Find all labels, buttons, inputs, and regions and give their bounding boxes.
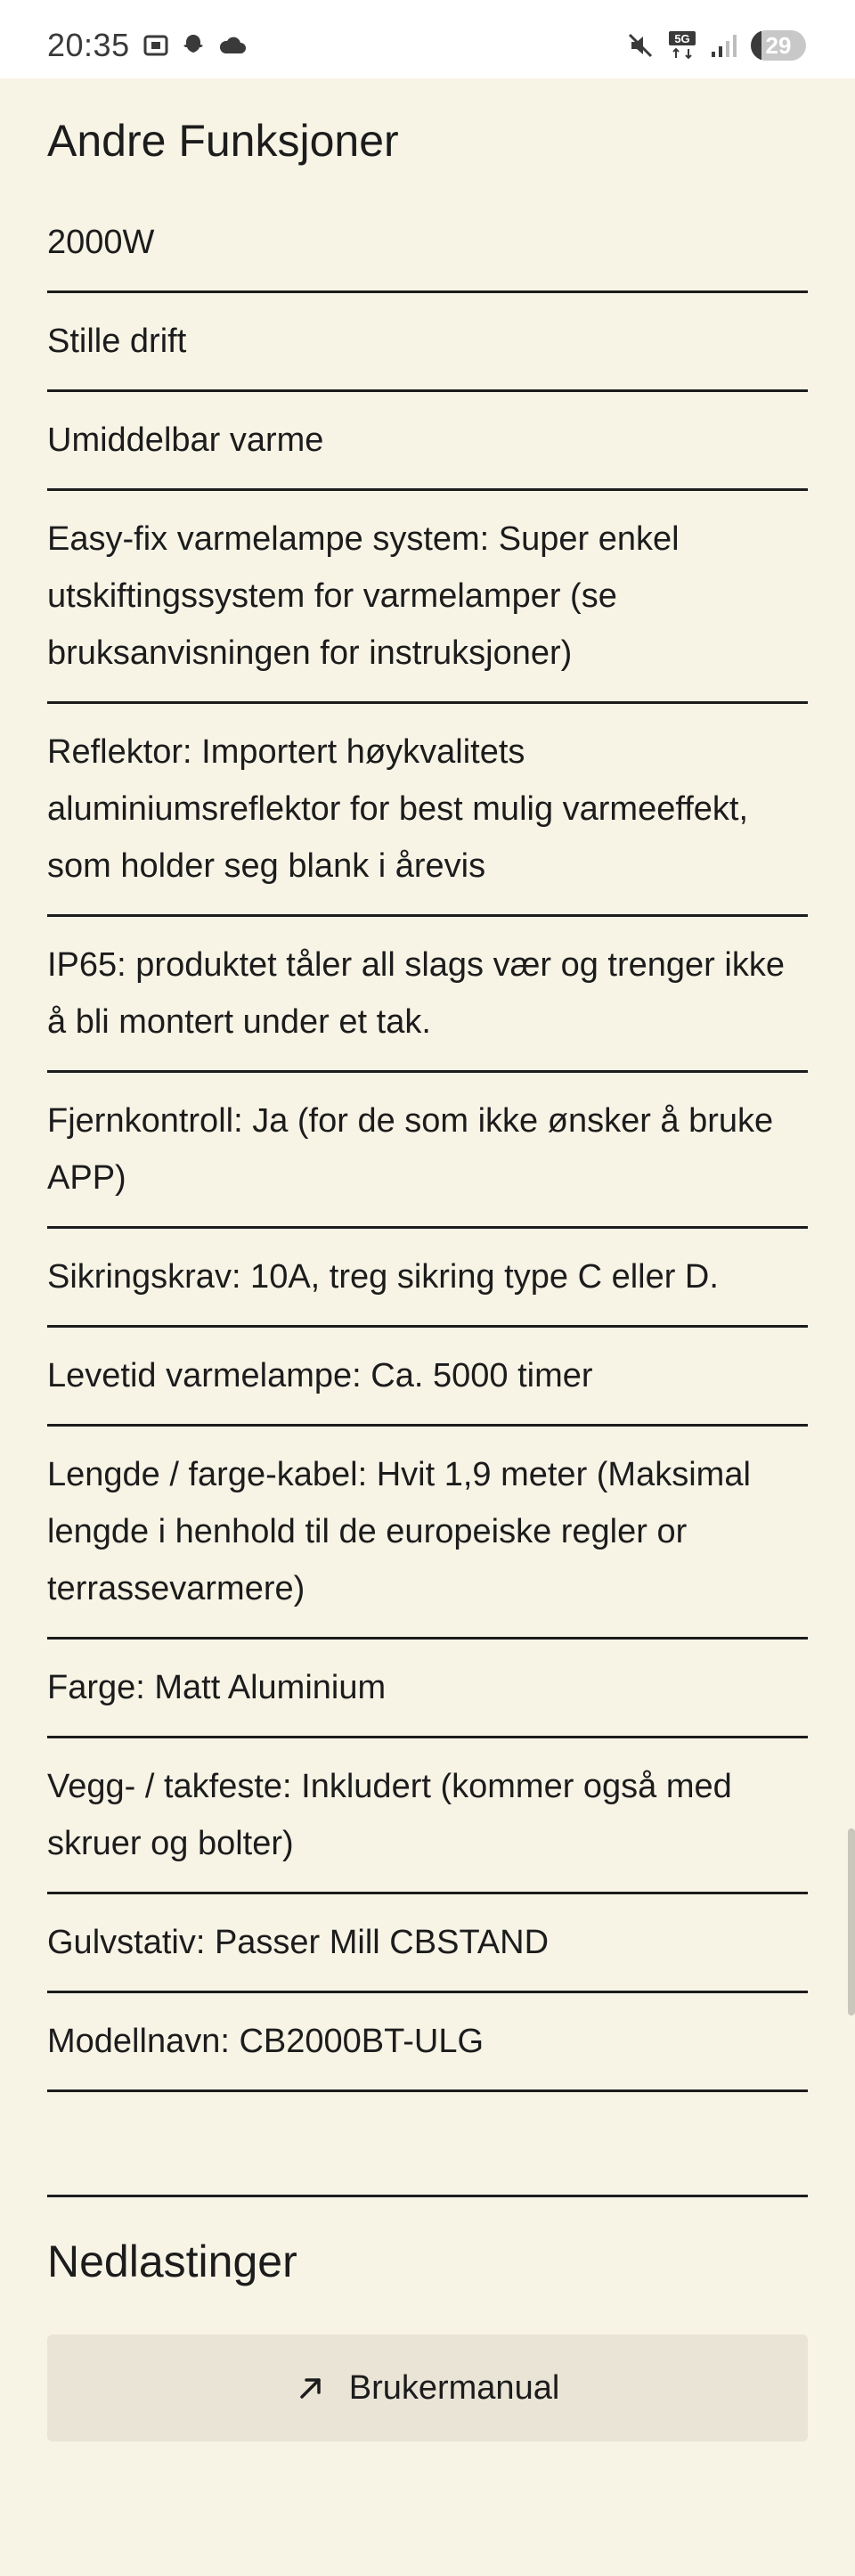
downloads-title: Nedlastinger [47,2237,297,2286]
status-right-icons [626,30,806,61]
main-content [47,78,808,2441]
user-manual-button[interactable] [47,2335,808,2441]
mute-icon [626,31,655,60]
battery-level: 29 [765,31,792,59]
feature-item: IP65: produktet tåler all slags vær og trenger ikke å bli montert under et tak. [47,917,808,1073]
screenshot-icon [142,32,169,59]
feature-item: Vegg- / takfeste: Inkludert (kommer også med skruer og bolter) [47,1738,808,1894]
feature-item: 2000W [47,194,808,293]
feature-item: Fjernkontroll: Ja (for de som ikke ønsker å bruke APP) [47,1073,808,1229]
feature-item: Sikringskrav: 10A, treg sikring type C eller D. [47,1229,808,1328]
feature-item: Umiddelbar varme [47,392,808,491]
features-title: Andre Funksjoner [47,116,399,166]
status-bar [0,0,855,78]
external-link-arrow-icon [296,2373,326,2403]
feature-item: Reflektor: Importert høykvalitets aluminiumsreflektor for best mulig varmeeffekt, som holder seg blank i årevis [47,704,808,917]
signal-icon [710,32,738,59]
user-manual-label: Brukermanual [348,2368,560,2407]
status-left-icons [142,32,248,59]
section-divider [47,2195,808,2197]
feature-item: Levetid varmelampe: Ca. 5000 timer [47,1328,808,1427]
features-list [47,194,808,2092]
feature-item: Modellnavn: CB2000BT-ULG [47,1993,808,2092]
status-time: 20:35 [47,27,130,63]
feature-item: Stille drift [47,293,808,392]
battery-icon [751,30,806,61]
feature-item: Gulvstativ: Passer Mill CBSTAND [47,1894,808,1993]
snapchat-icon [180,32,207,59]
feature-item: Farge: Matt Aluminium [47,1640,808,1738]
5g-data-icon [667,30,697,61]
feature-item: Easy-fix varmelampe system: Super enkel utskiftingssystem for varmelamper (se bruksanvisningen for instruksjoner) [47,491,808,704]
cloud-icon [217,32,248,59]
svg-text:5G: 5G [674,32,690,45]
scrollbar-thumb[interactable] [848,1828,855,2016]
feature-item: Lengde / farge-kabel: Hvit 1,9 meter (Maksimal lengde i henhold til de europeiske regler or terrassevarmere) [47,1427,808,1640]
